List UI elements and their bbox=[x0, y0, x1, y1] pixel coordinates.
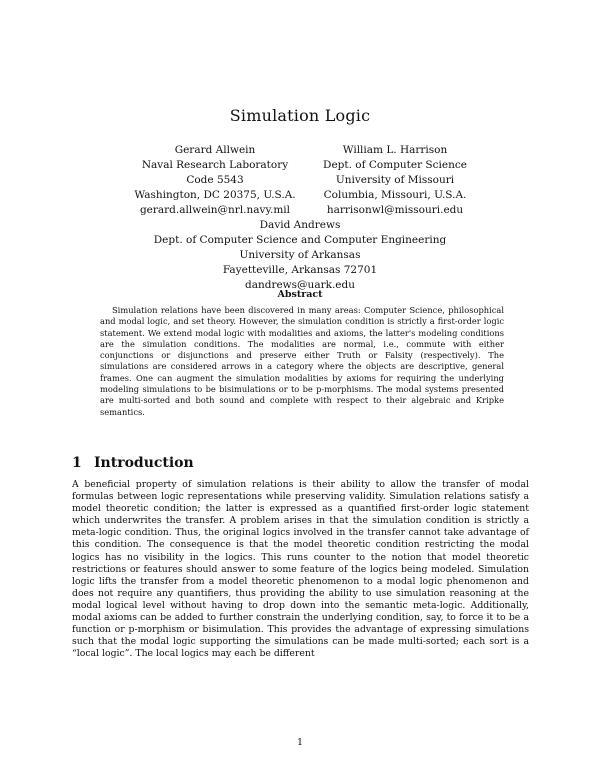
author-block-2 bbox=[300, 143, 490, 218]
abstract-heading: Abstract bbox=[277, 289, 323, 300]
paper-title: Simulation Logic bbox=[229, 106, 371, 125]
author-email: harrisonwl@missouri.edu bbox=[326, 204, 464, 216]
author-block-3 bbox=[100, 218, 500, 293]
section-heading bbox=[72, 455, 194, 471]
page-number: 1 bbox=[296, 737, 304, 748]
author-affiliation-line: Washington, DC 20375, U.S.A. bbox=[134, 189, 296, 201]
author-email: gerard.allwein@nrl.navy.mil bbox=[139, 204, 291, 216]
author-affiliation-line: Dept. of Computer Science and Computer Engineering bbox=[153, 234, 447, 246]
section-number: 1 bbox=[72, 455, 82, 471]
author-affiliation-line: University of Missouri bbox=[335, 174, 455, 186]
author-affiliation-line: Columbia, Missouri, U.S.A. bbox=[323, 189, 467, 201]
author-affiliation-line: University of Arkansas bbox=[239, 249, 361, 261]
author-block-1 bbox=[120, 143, 310, 218]
author-name: William L. Harrison bbox=[342, 144, 448, 156]
section-title: Introduction bbox=[94, 455, 194, 471]
abstract-text: Simulation relations have been discovered in many areas: Computer Science, philosophical and modal logic, and set theory. However, the simulation condition is strictly a first-order logic statement. We extend modal logic with modalities and axioms, the latter's modeling conditions are the simulation conditions. The modalities are normal, i.e., commute with either conjunctions or disjunctions and preserve either Truth or Falsity (respectively). The simulations are considered arrows in a category where the objects are descriptive, general frames. One can augment the simulation modalities by axioms for requiring the underlying modeling simulations to be bisimulations or to be p-morphisms. The modal systems presented are multi-sorted and both sound and complete with respect to their algebraic and Kripke semantics. bbox=[100, 305, 504, 417]
section-body-text: A beneficial property of simulation relations is their ability to allow the transfer of modal formulas between logic representations while preserving validity. Simulation relations satisfy a model theoretic condition; the latter is expressed as a quantified first-order logic statement which underwrites the transfer. A problem arises in that the simulation condition is strictly a meta-logic condition. Thus, the original logics involved in the transfer cannot take advantage of this condition. The consequence is that the model theoretic condition restricting the modal logics has no visibility in the logics. This runs counter to the notion that model theoretic restrictions or features should answer to some feature of the logics being modeled. Simulation logic lifts the transfer from a model theoretic phenomenon to a modal logic phenomenon and does not require any quantifiers, thus providing the ability to use simulation reasoning at the modal logical level without having to drop down into the semantic meta-logic. Additionally, modal axioms can be added to further constrain the underlying condition, say, to force it to be a function or p-morphism or bisimulation. This provides the advantage of expressing simulations such that the modal logic supporting the simulations can be made multi-sorted; each sort is a “local logic”. The local logics may each be different bbox=[72, 479, 529, 660]
author-name: Gerard Allwein bbox=[174, 144, 256, 156]
author-email: dandrews@uark.edu bbox=[244, 279, 355, 291]
author-affiliation-line: Dept. of Computer Science bbox=[323, 159, 467, 171]
author-affiliation-line: Code 5543 bbox=[186, 174, 244, 186]
author-name: David Andrews bbox=[259, 219, 341, 231]
author-affiliation-line: Naval Research Laboratory bbox=[141, 159, 289, 171]
author-affiliation-line: Fayetteville, Arkansas 72701 bbox=[222, 264, 378, 276]
